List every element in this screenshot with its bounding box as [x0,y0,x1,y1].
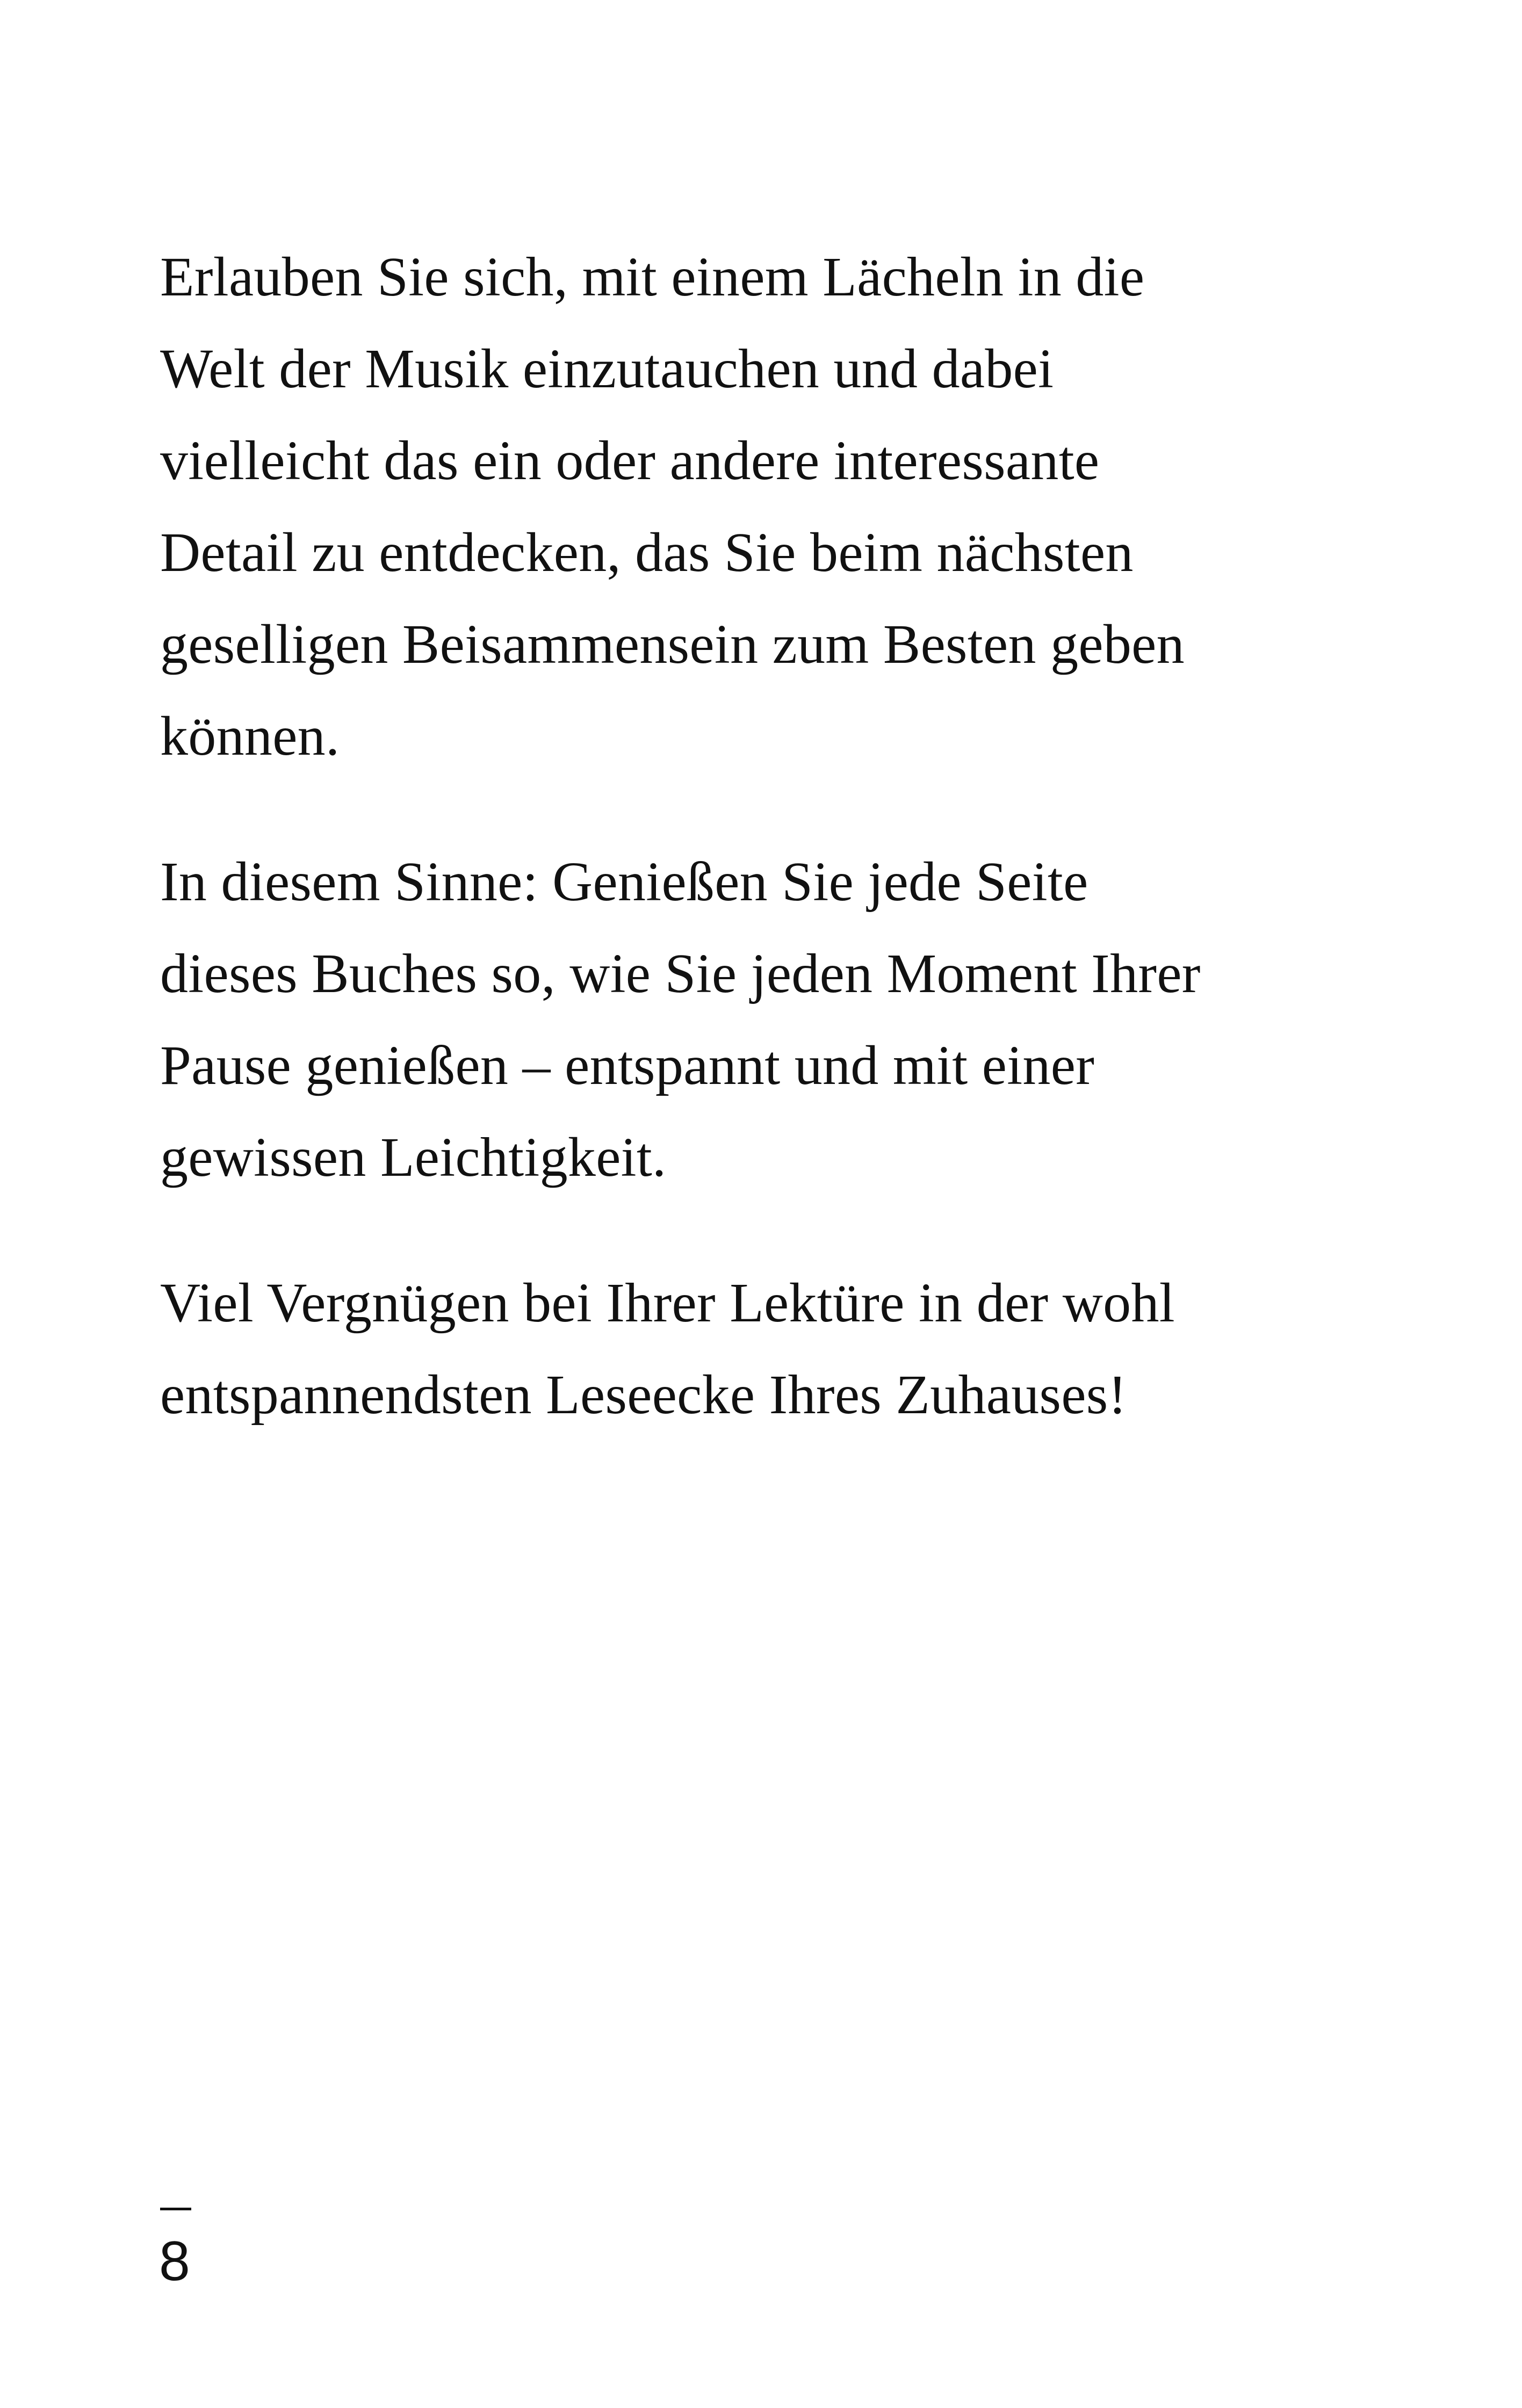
text-line: dieses Buches so, wie Sie jeden Moment Ihrer [160,943,1201,1004]
paragraph-3 [160,1257,1396,1441]
text-line: Erlauben Sie sich, mit einem Lächeln in die [160,246,1145,308]
text-line: Viel Vergnügen bei Ihrer Lektüre in der wohl [160,1272,1175,1334]
paragraph-2 [160,836,1396,1203]
page-number: 8 [159,2230,190,2293]
text-line: geselligen Beisammensein zum Besten geben [160,613,1185,675]
text-line: In diesem Sinne: Genießen Sie jede Seite [160,851,1088,913]
paragraph-1 [160,231,1396,782]
text-line: Welt der Musik einzutauchen und dabei [160,338,1054,400]
footer-rule [160,2208,191,2210]
text-line: können. [160,705,340,767]
text-line: Detail zu entdecken, das Sie beim nächsten [160,522,1134,583]
body-text [160,231,1396,1494]
text-line: gewissen Leichtigkeit. [160,1126,667,1188]
text-line: vielleicht das ein oder andere interessante [160,430,1100,491]
text-line: entspannendsten Leseecke Ihres Zuhauses! [160,1364,1127,1426]
text-line: Pause genießen – entspannt und mit einer [160,1035,1095,1096]
